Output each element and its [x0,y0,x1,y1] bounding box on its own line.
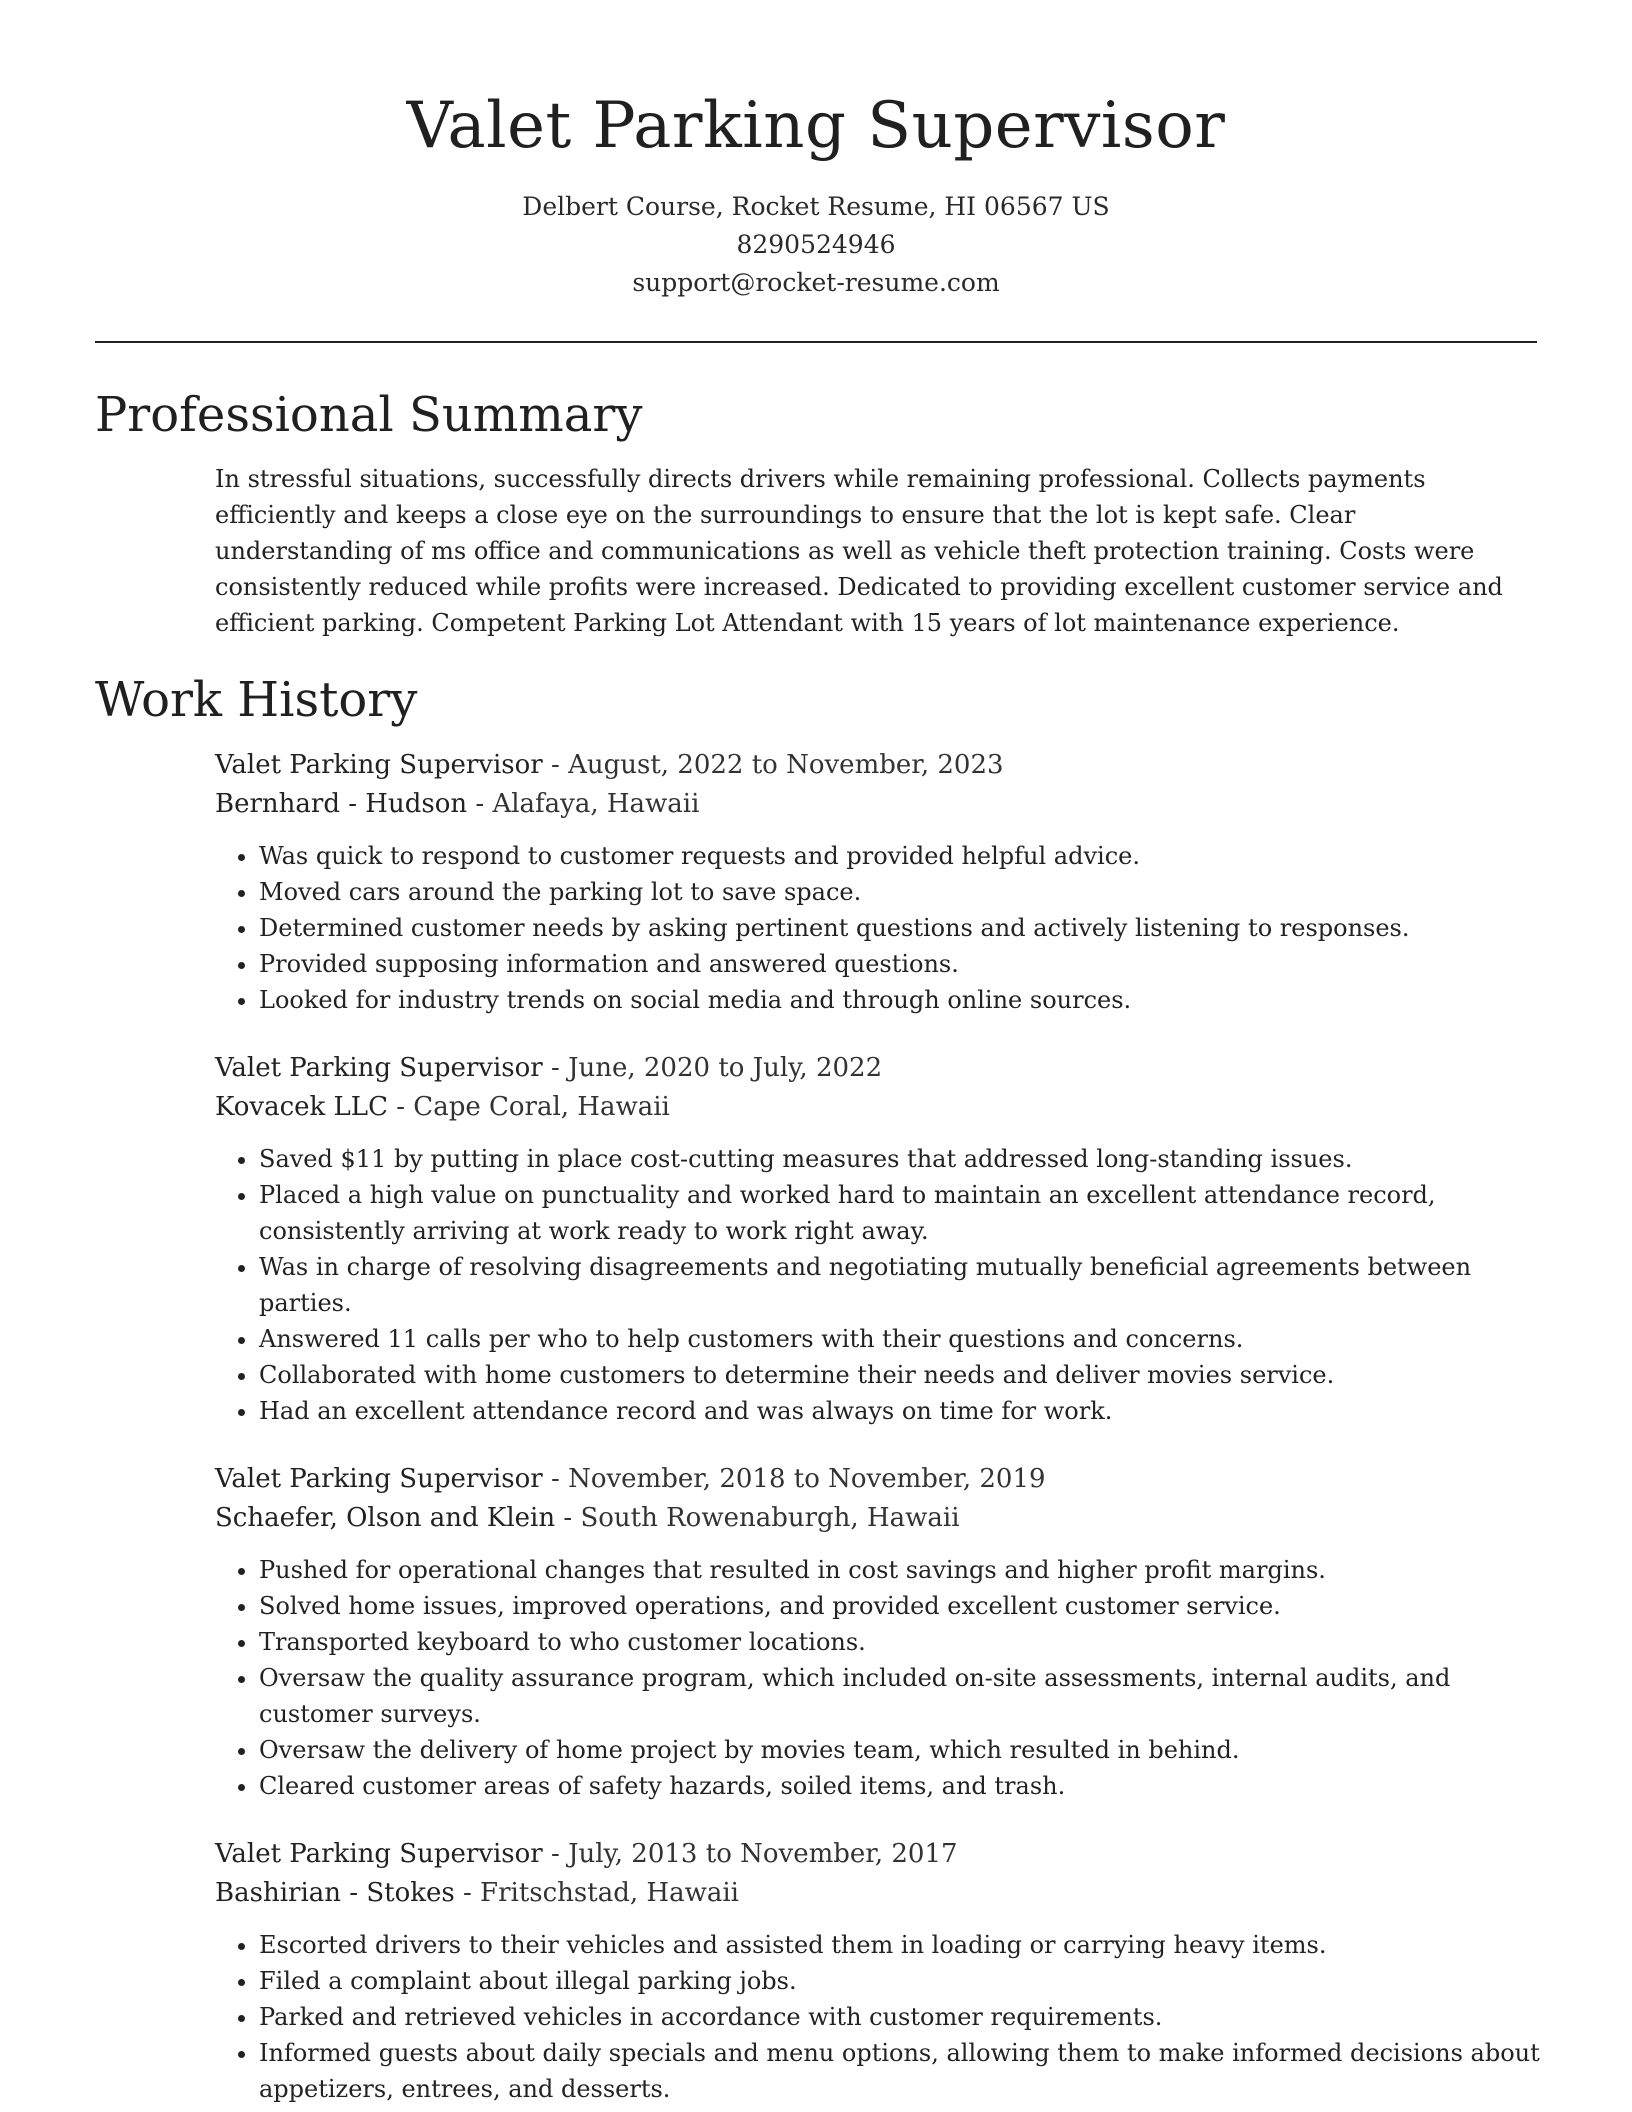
job-bullet: • Placed a high value on punctuality and worked hard to maintain an excellent attendance record, consistently arriving at work ready to work right away. [259,1177,1540,1249]
job-entry [215,1049,1540,1429]
job-location: Cape Coral, Hawaii [413,1092,670,1122]
job-bullet: • Parked and retrieved vehicles in accordance with customer requirements. [259,1999,1540,2035]
contact-block [0,188,1632,302]
job-dates: June, 2020 to July, 2022 [568,1053,883,1083]
job-entry [215,1460,1540,1804]
summary-heading: Professional Summary [95,387,643,443]
job-separator: - [542,750,569,780]
job-bullets [215,1927,1540,2107]
job-bullet: • Oversaw the quality assurance program, which included on-site assessments, internal audits, and customer surveys. [259,1660,1540,1732]
job-bullet: • Had an excellent attendance record and was always on time for work. [259,1393,1540,1429]
job-bullets [215,838,1540,1018]
header-divider [95,341,1537,343]
job-company-line [215,1499,1540,1538]
job-entry [215,1835,1540,2107]
job-separator: - [387,1092,414,1122]
job-location: Fritschstad, Hawaii [480,1878,739,1908]
contact-email: support@rocket-resume.com [632,268,1000,297]
job-bullet: • Moved cars around the parking lot to save space. [259,874,1540,910]
job-bullet: • Filed a complaint about illegal parking jobs. [259,1963,1540,1999]
job-location: South Rowenaburgh, Hawaii [580,1503,960,1533]
job-separator: - [542,1839,569,1869]
work-history-list [215,746,1540,2112]
job-title-line [215,1460,1540,1499]
job-separator: - [454,1878,481,1908]
job-dates: August, 2022 to November, 2023 [568,750,1004,780]
job-bullet: • Oversaw the delivery of home project by movies team, which resulted in behind. [259,1732,1540,1768]
job-bullets [215,1552,1540,1804]
job-bullet: • Solved home issues, improved operations, and provided excellent customer service. [259,1588,1540,1624]
job-bullet: • Cleared customer areas of safety hazards, soiled items, and trash. [259,1768,1540,1804]
job-company-line [215,785,1540,824]
job-bullet: • Pushed for operational changes that resulted in cost savings and higher profit margins. [259,1552,1540,1588]
job-bullet: • Was in charge of resolving disagreements and negotiating mutually beneficial agreements between parties. [259,1249,1540,1321]
job-dates: November, 2018 to November, 2019 [568,1464,1046,1494]
job-dates: July, 2013 to November, 2017 [568,1839,958,1869]
job-title-line [215,1049,1540,1088]
job-bullet: • Escorted drivers to their vehicles and assisted them in loading or carrying heavy items. [259,1927,1540,1963]
job-title: Valet Parking Supervisor [215,750,543,780]
job-title-line [215,746,1540,785]
job-title-line [215,1835,1540,1874]
job-location: Alafaya, Hawaii [492,789,700,819]
job-company-line [215,1874,1540,1913]
work-history-heading: Work History [95,672,418,728]
job-bullet: • Transported keyboard to who customer locations. [259,1624,1540,1660]
job-separator: - [542,1464,569,1494]
job-separator: - [542,1053,569,1083]
job-company-line [215,1088,1540,1127]
job-bullet: • Informed guests about daily specials and menu options, allowing them to make informed decisions about appetizers, entrees, and desserts. [259,2035,1540,2107]
job-bullet: • Looked for industry trends on social media and through online sources. [259,982,1540,1018]
job-bullet: • Collaborated with home customers to determine their needs and deliver movies service. [259,1357,1540,1393]
job-bullet: • Provided supposing information and answered questions. [259,946,1540,982]
job-company: Bashirian - Stokes [215,1878,455,1908]
contact-phone: 8290524946 [736,230,896,259]
summary-text: In stressful situations, successfully directs drivers while remaining professional. Collects payments efficiently and keeps a close eye on the surroundings to ensure that the lot is kept safe. Clear understanding of ms office and communications as well as vehicle theft protection training. Costs were consistently reduced while profits were increased. Dedicated to providing excellent customer service and efficient parking. Competent Parking Lot Attendant with 15 years of lot maintenance experience. [215,465,1503,637]
job-company: Bernhard - Hudson [215,789,468,819]
job-separator: - [467,789,493,819]
job-bullet: • Determined customer needs by asking pertinent questions and actively listening to responses. [259,910,1540,946]
job-title: Valet Parking Supervisor [215,1464,543,1494]
job-bullet: • Was quick to respond to customer requests and provided helpful advice. [259,838,1540,874]
contact-address: Delbert Course, Rocket Resume, HI 06567 US [522,192,1110,221]
candidate-name: Valet Parking Supervisor [406,89,1226,163]
job-bullet: • Saved $11 by putting in place cost-cutting measures that addressed long-standing issues. [259,1141,1540,1177]
job-title: Valet Parking Supervisor [215,1053,543,1083]
job-bullet: • Answered 11 calls per who to help customers with their questions and concerns. [259,1321,1540,1357]
resume-header [0,0,1632,302]
job-separator: - [555,1503,581,1533]
job-bullets [215,1141,1540,1429]
job-company: Schaefer, Olson and Klein [215,1503,556,1533]
job-company: Kovacek LLC [215,1092,388,1122]
job-entry [215,746,1540,1018]
job-title: Valet Parking Supervisor [215,1839,543,1869]
